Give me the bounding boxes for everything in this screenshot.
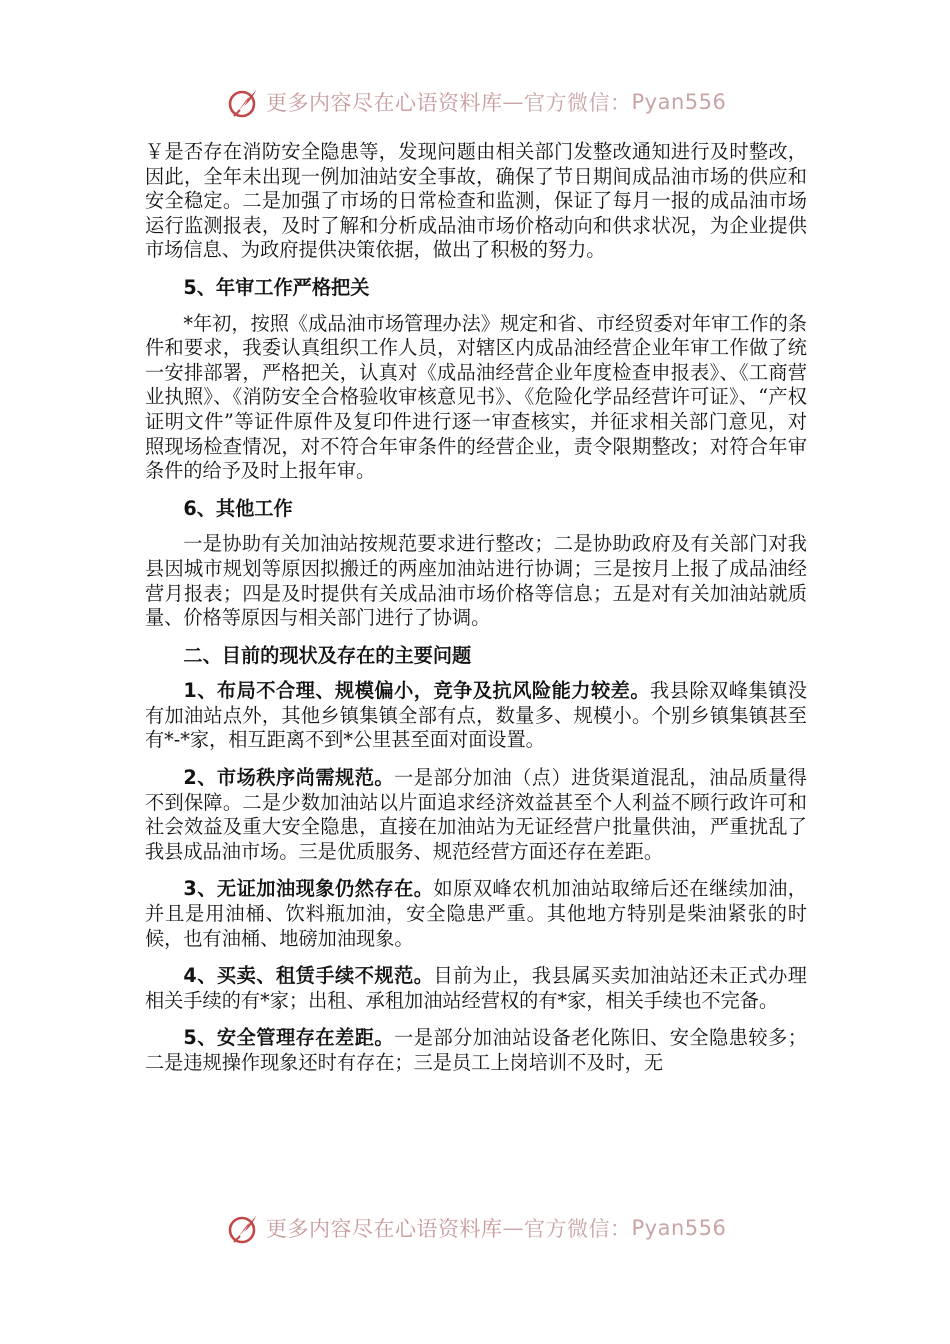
issue-paragraph <box>145 964 807 1013</box>
issue-title: 3、无证加油现象仍然存在。 <box>183 877 434 901</box>
issue-title: 1、布局不合理、规模偏小，竞争及抗风险能力较差。 <box>183 679 651 703</box>
paragraph-other-work: 一是协助有关加油站按规范要求进行整改；二是协助政府及有关部门对我县因城市规划等原因拟搬迁的两座加油站进行协调；三是按月上报了成品油经营月报表；四是及时提供有关成品油市场价格等信息；五是对有关加油站就质量、价格等原因与相关部门进行了协调。 <box>145 532 807 630</box>
issue-text: 一是部分加油站设备老化陈旧、安全隐患较多；二是违规操作现象还时有存在；三是员工上岗培训不及时，无 <box>145 1026 807 1074</box>
banner-wechat-label: 官方微信： <box>524 1217 632 1241</box>
issue-title: 5、安全管理存在差距。 <box>183 1026 395 1050</box>
paragraph-annual-review: *年初，按照《成品油市场管理办法》规定和省、市经贸委对年审工作的条件和要求，我委认真组织工作人员，对辖区内成品油经营企业年审工作做了统一安排部署，严格把关，认真对《成品油经营企业年度检查申报表》、《工商营业执照》、《消防安全合格验收审核意见书》、《危险化学品经营许可证》、“产权证明文件”等证件原件及复印件进行逐一审查核实，并征求相关部门意见，对照现场检查情况，对不符合年审条件的经营企业，责令限期整改；对符合年审条件的给予及时上报年审。 <box>145 311 807 483</box>
heading-other-work: 6、其他工作 <box>183 496 293 520</box>
heading-section-two: 二、目前的现状及存在的主要问题 <box>183 643 472 667</box>
document-body <box>145 140 807 1089</box>
watermark-banner-bottom <box>226 1208 746 1248</box>
feather-logo-icon <box>226 84 262 120</box>
issue-text: 如原双峰农机加油站取缔后还在继续加油，并且是用油桶、饮料瓶加油，安全隐患严重。其他地方特别是柴油紧张的时候，也有油桶、地磅加油现象。 <box>145 877 807 950</box>
issue-title: 2、市场秩序尚需规范。 <box>183 766 395 790</box>
banner-wechat-label: 官方微信： <box>524 91 632 115</box>
banner-brand-text: 更多内容尽在心语资料库 <box>266 1217 503 1241</box>
watermark-banner-top <box>226 82 746 122</box>
banner-separator: — <box>502 1216 524 1240</box>
issue-text: 我县除双峰集镇没有加油站点外，其他乡镇集镇全部有点，数量多、规模小。个别乡镇集镇甚至有*-*家，相互距离不到*公里甚至面对面设置。 <box>145 679 808 752</box>
issue-title: 4、买卖、租赁手续不规范。 <box>183 964 434 988</box>
issue-paragraph <box>145 766 807 864</box>
issue-paragraph <box>145 1026 807 1075</box>
paragraph-continued: ￥是否存在消防安全隐患等，发现问题由相关部门发整改通知进行及时整改，因此，全年未出现一例加油站安全事故，确保了节日期间成品油市场的供应和安全稳定。二是加强了市场的日常检查和监测，保证了每月一报的成品油市场运行监测报表，及时了解和分析成品油市场价格动向和供求状况，为企业提供市场信息、为政府提供决策依据，做出了积极的努力。 <box>145 140 807 262</box>
banner-brand-text: 更多内容尽在心语资料库 <box>266 91 503 115</box>
banner-wechat-id: Pyan556 <box>631 90 727 114</box>
issue-text: 一是部分加油（点）进货渠道混乱，油品质量得不到保障。二是少数加油站以片面追求经济效益甚至个人利益不顾行政许可和社会效益及重大安全隐患，直接在加油站为无证经营户批量供油，严重扰乱了我县成品油市场。三是优质服务、规范经营方面还存在差距。 <box>145 766 807 863</box>
issue-paragraph <box>145 877 807 951</box>
heading-annual-review: 5、年审工作严格把关 <box>183 275 370 299</box>
banner-wechat-id: Pyan556 <box>631 1216 727 1240</box>
issue-paragraph <box>145 679 807 753</box>
banner-separator: — <box>502 90 524 114</box>
feather-logo-icon <box>226 1210 262 1246</box>
issue-text: 目前为止，我县属买卖加油站还未正式办理相关手续的有*家；出租、承租加油站经营权的有*家，相关手续也不完备。 <box>145 964 807 1012</box>
